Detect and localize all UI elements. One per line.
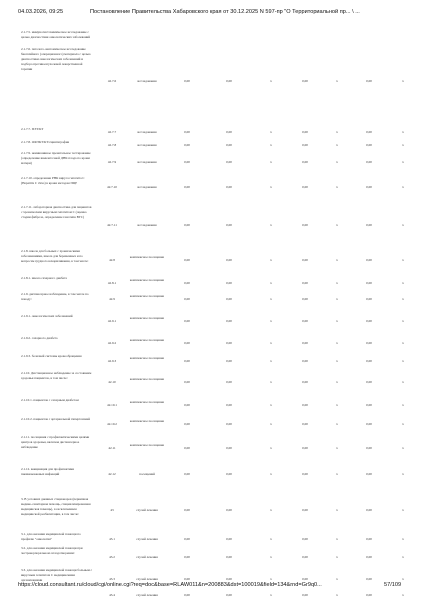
row-value: 0,00 [302, 379, 308, 384]
row-value: 0,00 [302, 592, 308, 597]
table-row [0, 47, 424, 115]
row-value: 0,00 [302, 159, 308, 164]
row-x: x [402, 280, 404, 285]
row-x: x [336, 340, 338, 345]
row-value: 0,00 [226, 340, 232, 345]
row-x: x [270, 358, 272, 363]
row-x: x [402, 554, 404, 559]
row-value: 0,00 [302, 445, 308, 450]
row-value: 0,00 [226, 142, 232, 147]
row-code: 43.1 [109, 536, 115, 541]
row-x: x [270, 129, 272, 134]
row-code: 42.9.2 [107, 340, 117, 345]
row-name: 3.1. для оказания медицинской помощи по профилю "онкология" [21, 532, 81, 541]
row-name: 2.1.8.1. школа сахарного диабета [21, 276, 68, 280]
row-value: 0,00 [184, 358, 190, 363]
row-value: 0,00 [302, 184, 308, 189]
row-x: x [402, 159, 404, 164]
row-value: 0,00 [226, 222, 232, 227]
row-x: x [270, 576, 272, 581]
print-datetime: 04.03.2026, 09:25 [18, 9, 64, 15]
row-value: 0,00 [366, 142, 372, 147]
row-value: 0,00 [226, 445, 232, 450]
row-value: 0,00 [302, 280, 308, 285]
row-value: 0,00 [366, 129, 372, 134]
row-value: 0,00 [302, 358, 308, 363]
row-unit: комплексное посещение [129, 316, 165, 320]
row-x: x [336, 379, 338, 384]
row-unit: случай лечения [136, 592, 158, 597]
row-x: x [270, 184, 272, 189]
row-value: 0,00 [226, 471, 232, 476]
row-value: 0,00 [302, 554, 308, 559]
row-value: 0,00 [184, 445, 190, 450]
row-value: 0,00 [302, 536, 308, 541]
row-x: x [336, 296, 338, 301]
row-unit: комплексное посещение [129, 338, 165, 342]
row-name: 2.1.7.6. патолого-анатомическое исследование биопсийного (операционного) материала с целью диагностики онкологических заболеваний и подбора противоопухолевой лекарственной терапии [21, 47, 91, 71]
row-x: x [402, 445, 404, 450]
row-x: x [336, 402, 338, 407]
row-value: 0,00 [226, 402, 232, 407]
row-unit: комплексное посещение [129, 400, 165, 404]
row-x: x [402, 471, 404, 476]
row-x: x [270, 318, 272, 323]
row-code: 42.10.2 [107, 421, 117, 426]
row-x: x [336, 421, 338, 426]
row-value: 0,00 [184, 222, 190, 227]
row-value: 0,00 [366, 421, 372, 426]
row-x: x [402, 184, 404, 189]
row-value: 0,00 [366, 78, 372, 83]
row-value: 0,00 [366, 471, 372, 476]
row-value: 0,00 [184, 318, 190, 323]
table-row [0, 292, 424, 306]
row-x: x [336, 471, 338, 476]
row-value: 0,00 [366, 318, 372, 323]
row-value: 0,00 [366, 222, 372, 227]
row-unit: исследования [137, 142, 157, 147]
page-header [0, 9, 424, 21]
row-value: 0,00 [366, 402, 372, 407]
table-row [0, 205, 424, 245]
row-x: x [336, 78, 338, 83]
row-value: 0,00 [302, 78, 308, 83]
row-x: x [336, 358, 338, 363]
row-x: x [402, 129, 404, 134]
table-row [0, 151, 424, 173]
row-value: 0,00 [226, 257, 232, 262]
row-value: 0,00 [366, 445, 372, 450]
row-value: 0,00 [184, 507, 190, 512]
row-name: 2.1.11. посещения с профилактическими целями центров здоровья, включая диспансерное наблюдение [21, 435, 90, 449]
row-value: 0,00 [302, 421, 308, 426]
row-x: x [270, 471, 272, 476]
row-value: 0,00 [184, 536, 190, 541]
row-value: 0,00 [226, 184, 232, 189]
row-x: x [402, 576, 404, 581]
row-code: 43.4 [109, 592, 115, 597]
row-value: 0,00 [302, 576, 308, 581]
row-x: x [402, 507, 404, 512]
row-value: 0,00 [226, 280, 232, 285]
row-x: x [402, 421, 404, 426]
row-unit: случай лечения [136, 554, 158, 559]
row-x: x [270, 222, 272, 227]
row-name: 3. В условиях дневных стационаров (первичная медико-санитарная помощь, специализированная медицинская помощь), за исключением медицинской реабилитации, в том числе: [21, 497, 91, 516]
row-value: 0,00 [226, 421, 232, 426]
row-unit: комплексное посещение [129, 255, 165, 259]
row-name: 2.1.7.10. определение РНК вируса гепатита С (Hepatitis C virus) в крови методом ПЦР [21, 176, 85, 185]
row-value: 0,00 [366, 576, 372, 581]
row-x: x [402, 340, 404, 345]
row-name: 2.1.8. школа для больных с хроническими заболеваниями, школа для беременных и по вопросам грудного вскармливания, в том числе: [21, 249, 89, 263]
row-value: 0,00 [184, 402, 190, 407]
row-x: x [402, 78, 404, 83]
table-row [0, 371, 424, 393]
row-code: 42.8 [109, 257, 115, 262]
row-value: 0,00 [184, 340, 190, 345]
row-x: x [402, 358, 404, 363]
row-value: 0,00 [302, 142, 308, 147]
row-name: 3.3. для оказания медицинской помощи больным с вирусным гепатитом С медицинскими организациями [21, 568, 93, 582]
row-x: x [336, 592, 338, 597]
row-x: x [336, 222, 338, 227]
row-x: x [270, 78, 272, 83]
row-x: x [270, 554, 272, 559]
row-x: x [270, 257, 272, 262]
row-value: 0,00 [366, 340, 372, 345]
row-value: 0,00 [302, 129, 308, 134]
row-value: 0,00 [226, 576, 232, 581]
row-x: x [336, 554, 338, 559]
row-value: 0,00 [184, 280, 190, 285]
row-x: x [336, 507, 338, 512]
row-value: 0,00 [366, 554, 372, 559]
document-url[interactable]: https://cloud.consultant.ru/cloud/cgi/online.cgi?req=doc&base=RLAW011&n=200883&dst=100019&field=134&rnd=Gr9q0... [18, 582, 322, 588]
table-row [0, 276, 424, 290]
row-name: 2.1.9. диспансерное наблюдение, в том числе по поводу: [21, 292, 89, 301]
row-value: 0,00 [366, 358, 372, 363]
row-value: 0,00 [226, 318, 232, 323]
row-name: 2.1.12. вакцинация для профилактики пневмококковых инфекций [21, 467, 74, 476]
row-unit: комплексное посещение [129, 419, 165, 423]
row-code: 42.7.7 [107, 129, 117, 134]
row-unit: комплексное посещение [129, 356, 165, 360]
page-footer [0, 582, 424, 592]
row-name: 2.1.9.3. болезней системы кровообращения [21, 354, 82, 358]
row-x: x [402, 222, 404, 227]
row-value: 0,00 [302, 402, 308, 407]
row-value: 0,00 [184, 592, 190, 597]
table-row [0, 336, 424, 350]
row-name: 2.1.10. Дистанционное наблюдение за состоянием здоровья пациентов, в том числе: [21, 371, 92, 380]
row-value: 0,00 [226, 592, 232, 597]
row-value: 0,00 [226, 159, 232, 164]
row-code: 42.7.9 [107, 159, 117, 164]
row-code: 43.3 [109, 576, 115, 581]
row-unit: комплексное посещение [129, 278, 165, 282]
row-unit: посещений [139, 471, 155, 476]
row-code: 42.10 [108, 379, 116, 384]
row-unit: комплексное посещение [129, 443, 165, 447]
row-value: 0,00 [366, 184, 372, 189]
row-x: x [402, 257, 404, 262]
row-value: 0,00 [184, 576, 190, 581]
row-value: 0,00 [366, 592, 372, 597]
row-unit: исследования [137, 222, 157, 227]
row-name: 2.1.7.9. неинвазивное пренатальное тестирование (определение внеклеточной ДНК плода по крови матери) [21, 151, 91, 165]
row-unit: исследования [137, 184, 157, 189]
row-value: 0,00 [184, 257, 190, 262]
table-row [0, 354, 424, 368]
row-x: x [270, 280, 272, 285]
row-name: 2.1.9.1. онкологических заболеваний [21, 314, 73, 318]
row-value: 0,00 [184, 554, 190, 559]
row-code: 42.9 [109, 296, 115, 301]
table-row [0, 140, 424, 150]
row-code: 42.9.1 [107, 318, 117, 323]
row-value: 0,00 [184, 379, 190, 384]
row-name: 2.1.7.7. ПЭТ/КТ [21, 127, 44, 131]
row-x: x [336, 184, 338, 189]
row-value: 0,00 [302, 222, 308, 227]
row-x: x [336, 536, 338, 541]
row-x: x [270, 379, 272, 384]
row-unit: комплексное посещение [129, 294, 165, 298]
row-code: 42.7.10 [107, 184, 117, 189]
row-name: 2.1.10.1. пациентов с сахарным диабетом [21, 398, 79, 402]
row-x: x [270, 445, 272, 450]
row-x: x [270, 536, 272, 541]
row-value: 0,00 [226, 379, 232, 384]
row-value: 0,00 [366, 296, 372, 301]
row-value: 0,00 [184, 184, 190, 189]
table-row [0, 546, 424, 568]
row-value: 0,00 [302, 507, 308, 512]
document-title: Постановление Правительства Хабаровского края от 30.12.2025 N 597-пр "О Территориальной пр... \ ... [90, 9, 360, 15]
row-unit: случай лечения [136, 536, 158, 541]
table-row [0, 398, 424, 412]
row-value: 0,00 [302, 318, 308, 323]
row-code: 42.7.6 [107, 78, 117, 83]
row-value: 0,00 [302, 471, 308, 476]
row-x: x [402, 142, 404, 147]
row-x: x [270, 159, 272, 164]
row-value: 0,00 [366, 507, 372, 512]
row-x: x [402, 592, 404, 597]
row-x: x [336, 445, 338, 450]
row-code: 42.7.8 [107, 142, 117, 147]
row-code: 42.8.1 [107, 280, 117, 285]
row-value: 0,00 [366, 280, 372, 285]
row-value: 0,00 [366, 257, 372, 262]
row-x: x [402, 536, 404, 541]
table-row [0, 417, 424, 431]
row-name: 2.1.9.2. сахарного диабета [21, 336, 58, 340]
row-x: x [402, 379, 404, 384]
row-x: x [270, 592, 272, 597]
row-value: 0,00 [302, 296, 308, 301]
row-x: x [270, 296, 272, 301]
row-value: 0,00 [226, 507, 232, 512]
row-value: 0,00 [184, 471, 190, 476]
row-x: x [336, 318, 338, 323]
row-value: 0,00 [184, 159, 190, 164]
row-value: 0,00 [184, 296, 190, 301]
row-x: x [336, 576, 338, 581]
row-value: 0,00 [366, 536, 372, 541]
table-row [0, 497, 424, 523]
row-x: x [336, 257, 338, 262]
row-name: 2.1.7.5. иммуногистохимическое исследование с целью диагностики онкологических заболеваний [21, 30, 91, 39]
row-code: 43 [110, 507, 114, 512]
row-unit: исследования [137, 129, 157, 134]
row-x: x [402, 296, 404, 301]
row-code: 43.2 [109, 554, 115, 559]
row-value: 0,00 [226, 296, 232, 301]
row-value: 0,00 [184, 78, 190, 83]
row-name: 2.1.10.2. пациентов с артериальной гипертензией [21, 417, 91, 421]
row-value: 0,00 [226, 78, 232, 83]
table-row [0, 314, 424, 328]
row-value: 0,00 [366, 379, 372, 384]
row-x: x [336, 142, 338, 147]
row-code: 42.11 [108, 445, 116, 450]
row-code: 42.9.3 [107, 358, 117, 363]
table-row [0, 176, 424, 198]
row-x: x [336, 159, 338, 164]
row-code: 42.7.11 [107, 222, 117, 227]
row-code: 42.10.1 [107, 402, 117, 407]
row-x: x [402, 402, 404, 407]
table-row [0, 127, 424, 137]
row-value: 0,00 [366, 159, 372, 164]
table-row [0, 467, 424, 481]
row-x: x [402, 318, 404, 323]
row-x: x [270, 340, 272, 345]
row-name: 2.1.7.11. лабораторная диагностика для пациентов с хроническим вирусным гепатитом С (оценка стадии фиброза, определение генотипа ВГС) [21, 205, 92, 219]
row-x: x [336, 280, 338, 285]
row-value: 0,00 [184, 421, 190, 426]
row-value: 0,00 [184, 129, 190, 134]
row-x: x [270, 402, 272, 407]
row-value: 0,00 [226, 358, 232, 363]
row-x: x [270, 421, 272, 426]
row-unit: случай лечения [136, 576, 158, 581]
row-value: 0,00 [226, 554, 232, 559]
row-x: x [270, 142, 272, 147]
row-unit: исследования [137, 159, 157, 164]
row-value: 0,00 [226, 536, 232, 541]
row-name: 2.1.7.8. ОФЭКТ/КТ/сцинтиграфия [21, 140, 70, 144]
row-x: x [270, 507, 272, 512]
page-number: 57/109 [384, 582, 402, 588]
row-value: 0,00 [226, 129, 232, 134]
row-code: 42.12 [108, 471, 116, 476]
row-unit: исследования [137, 78, 157, 83]
row-value: 0,00 [302, 257, 308, 262]
row-unit: случай лечения [136, 507, 158, 512]
row-value: 0,00 [184, 142, 190, 147]
table-row [0, 435, 424, 461]
row-unit: комплексное посещение [129, 377, 165, 381]
row-value: 0,00 [302, 340, 308, 345]
row-name: 3.2. для оказания медицинской помощи при экстракорпоральном оплодотворении: [21, 546, 83, 555]
row-x: x [336, 129, 338, 134]
table-row [0, 532, 424, 546]
table-row [0, 249, 424, 271]
